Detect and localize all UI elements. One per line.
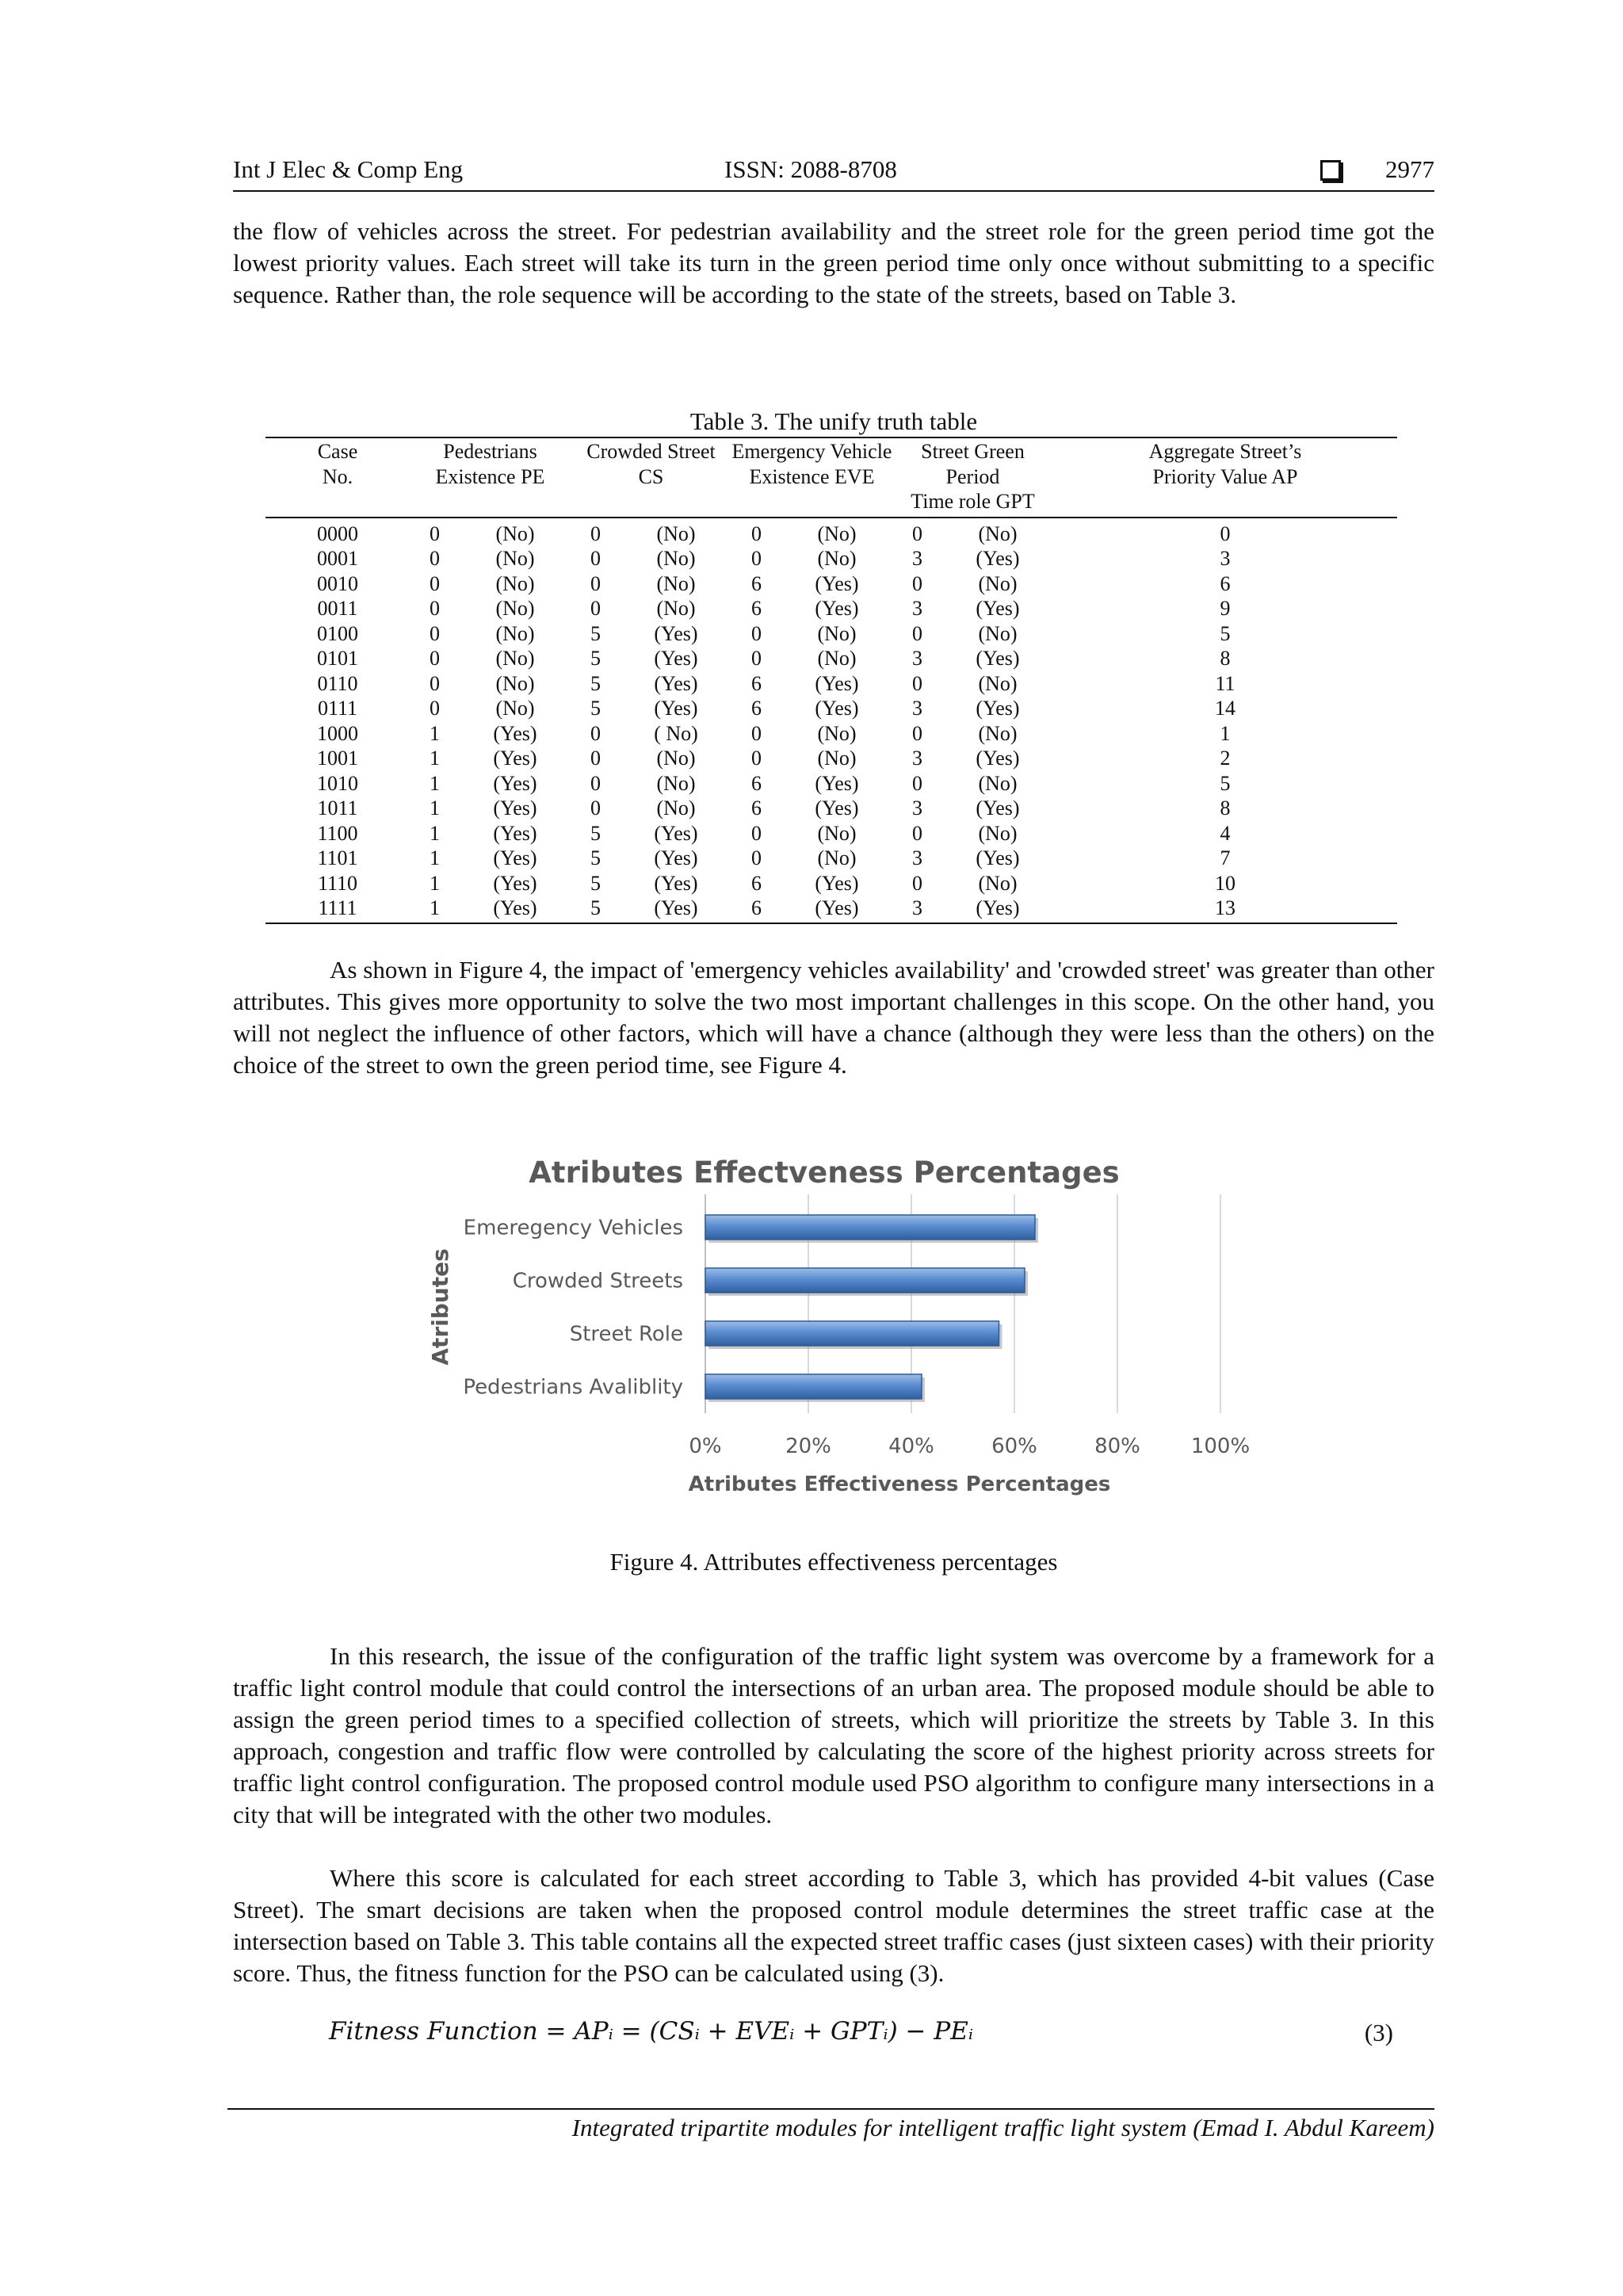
table-cell: (Yes) [815, 797, 859, 819]
table-cell: (No) [656, 747, 696, 770]
table-cell: (No) [817, 747, 857, 770]
table-cell: (Yes) [976, 846, 1020, 869]
table-cell: 8 [1220, 797, 1231, 819]
table-cell: (No) [656, 771, 696, 795]
table-cell: 3 [912, 547, 922, 570]
table-cell: 0 [751, 821, 762, 845]
table-row [265, 846, 1397, 871]
table-cell: (No) [978, 821, 1018, 845]
table-cell: 0000 [317, 521, 358, 545]
table-cell: 0 [590, 797, 601, 819]
table-caption: Table 3. The unify truth table [689, 407, 978, 435]
table-row [265, 771, 1397, 797]
table-cell: (Yes) [493, 871, 537, 895]
issn: ISSN: 2088-8708 [724, 155, 897, 183]
table-cell: (Yes) [493, 771, 537, 795]
equation-number: (3) [1364, 2019, 1393, 2046]
x-tick-label: 80% [1094, 1435, 1140, 1458]
table-cell: 1010 [317, 771, 358, 795]
table-cell: 0 [912, 821, 922, 845]
table-cell: (No) [978, 771, 1018, 795]
table-cell: 5 [590, 846, 601, 869]
table-cell: (Yes) [460, 896, 571, 923]
table-cell: 6 [751, 871, 762, 895]
table-cell: (No) [495, 597, 535, 620]
table-header-line-1: Street Green Period [921, 440, 1025, 488]
table-header-line-1: Pedestrians [443, 440, 537, 463]
table-row [265, 571, 1397, 597]
table-cell: (No) [817, 821, 857, 845]
table-cell: 0 [912, 571, 922, 595]
table-cell: (Yes) [654, 821, 698, 845]
table-cell: 1101 [317, 846, 358, 869]
table-row [265, 671, 1397, 697]
paragraph-2: As shown in Figure 4, the impact of 'emergency vehicles availability' and 'crowded street' was greater than other attributes. This gives more opportunity to solve the two most important challenges in this scope. On the other hand, you will not neglect the influence of other factors, which will have a chance (although they were less than the others) on the choice of the street to own the green period time, see Figure 4. [233, 956, 1434, 1079]
table-cell: (Yes) [815, 571, 859, 595]
table-cell: 6 [751, 671, 762, 695]
table-cell: 2 [1220, 747, 1231, 770]
table-row [265, 646, 1397, 671]
table-cell: (No) [656, 521, 696, 545]
table-cell: 13 [1053, 896, 1397, 923]
table-cell: 3 [1220, 547, 1231, 570]
table-cell: (No) [978, 871, 1018, 895]
table-cell: (No) [656, 571, 696, 595]
bar [705, 1321, 999, 1346]
paragraph-4: Where this score is calculated for each street according to Table 3, which has provided 4-bit values (Case Street). The smart decisions are taken when the proposed control module determines the street traffic case at the intersection based on Table 3. This table contains all the expected street traffic cases (just sixteen cases) with their priority score. Thus, the fitness function for the PSO can be calculated using (3). [233, 1864, 1434, 1987]
table-cell: 1 [430, 797, 440, 819]
table-cell: (No) [978, 621, 1018, 645]
square-bullet-icon [1320, 160, 1341, 181]
table-cell: (No) [978, 521, 1018, 545]
table-cell: ( No) [654, 721, 698, 745]
table-cell: 0 [430, 697, 440, 720]
table-cell: 1 [430, 747, 440, 770]
table-header-cell [731, 437, 892, 518]
table-cell: 0 [751, 621, 762, 645]
table-cell: (No) [495, 671, 535, 695]
table-row [265, 696, 1397, 721]
paragraph-3: In this research, the issue of the configuration of the traffic light system was overcome by a framework for a traffic light control module that could control the intersections of an urban area. The proposed module should be able to assign the green period times to a specified collection of streets, which will prioritize the streets by Table 3. In this approach, congestion and traffic flow were controlled by calculating the score of the highest priority across streets for traffic light control configuration. The proposed control module used PSO algorithm to configure many intersections in a city that will be integrated with the other two modules. [233, 1642, 1434, 1828]
table-cell: 11 [1215, 671, 1235, 695]
table-cell: (No) [978, 571, 1018, 595]
table-cell: 3 [912, 846, 922, 869]
table-cell: 9 [1220, 597, 1231, 620]
bar [705, 1215, 1035, 1240]
table-header-line-2: CS [638, 464, 664, 488]
table-row [265, 721, 1397, 747]
table-cell: (No) [495, 547, 535, 570]
table-header-cell [571, 437, 731, 518]
category-label: Crowded Streets [512, 1269, 683, 1293]
table-cell: 6 [751, 797, 762, 819]
chart-plot [412, 1141, 1284, 1506]
table-cell: (Yes) [493, 846, 537, 869]
table-cell: 3 [912, 597, 922, 620]
running-header [233, 155, 1434, 192]
y-axis-title: Atributes [427, 1248, 453, 1366]
table-row [265, 621, 1397, 647]
table-cell: 0 [751, 547, 762, 570]
table-cell: 0 [912, 671, 922, 695]
table-cell: (No) [817, 721, 857, 745]
table-cell: 3 [912, 697, 922, 720]
table-row [265, 796, 1397, 821]
table-cell: (Yes) [976, 647, 1020, 670]
table-cell: 0 [430, 647, 440, 670]
table-header-cell [410, 437, 571, 518]
table-cell: 0 [912, 521, 922, 545]
table-cell: (No) [817, 846, 857, 869]
table-cell: (Yes) [976, 597, 1020, 620]
table-cell: (Yes) [815, 671, 859, 695]
table-cell: 1 [410, 896, 460, 923]
table-cell: 0 [590, 747, 601, 770]
table-cell: (Yes) [654, 697, 698, 720]
table-cell: (No) [817, 547, 857, 570]
chart-title: Atributes Effectveness Percentages [529, 1156, 1120, 1190]
table-cell: (No) [495, 697, 535, 720]
table-cell: 7 [1220, 846, 1231, 869]
table-cell: 0 [751, 846, 762, 869]
table-row [265, 596, 1397, 621]
x-tick-label: 60% [991, 1435, 1037, 1458]
table-row [265, 746, 1397, 771]
table-header-line-2: Existence PE [435, 464, 545, 488]
table-cell: 3 [912, 797, 922, 819]
table-cell: (Yes) [815, 597, 859, 620]
table-cell: 0 [912, 871, 922, 895]
table-cell: 0 [590, 521, 601, 545]
table-cell: 0110 [317, 671, 358, 695]
fitness-equation: Fitness Function = APᵢ = (CSᵢ + EVEᵢ + GPTᵢ) − PEᵢ [329, 2017, 974, 2046]
table-cell: 1001 [317, 747, 358, 770]
table-cell: 0 [430, 621, 440, 645]
table-cell: 0 [590, 547, 601, 570]
table-header-cell [1053, 437, 1397, 518]
table-cell: (No) [817, 521, 857, 545]
table-cell: 0010 [317, 571, 358, 595]
table-cell: 1 [430, 871, 440, 895]
bar [705, 1268, 1025, 1293]
table-header-cell [265, 437, 410, 518]
table-cell: 0100 [317, 621, 358, 645]
truth-table [265, 437, 1397, 924]
table-cell: 5 [1220, 621, 1231, 645]
table-cell: 8 [1220, 647, 1231, 670]
table-cell: 5 [590, 871, 601, 895]
table-cell: 0 [912, 771, 922, 795]
table-cell: 0001 [317, 547, 358, 570]
table-cell: (No) [656, 547, 696, 570]
table-cell: 5 [1220, 771, 1231, 795]
table-cell: 5 [590, 647, 601, 670]
table-cell: 6 [751, 771, 762, 795]
table-cell: (Yes) [654, 647, 698, 670]
table-row [265, 546, 1397, 571]
table-cell: 5 [590, 697, 601, 720]
table-cell: 1100 [317, 821, 358, 845]
table-cell: (Yes) [654, 671, 698, 695]
paragraph-1: the flow of vehicles across the street. For pedestrian availability and the street role for the green period time got the lowest priority values. Each street will take its turn in the green period time only once without submitting to a specific sequence. Rather than, the role sequence will be according to the state of the streets, based on Table 3. [233, 217, 1434, 308]
table-header-line-2: Existence EVE [749, 464, 875, 488]
table-cell: 5 [571, 896, 621, 923]
table-cell: 3 [912, 647, 922, 670]
x-tick-label: 20% [785, 1435, 831, 1458]
table-header-line-2: Time role GPT [911, 490, 1035, 513]
table-cell: (No) [495, 621, 535, 645]
table-cell: (Yes) [621, 896, 731, 923]
table-cell: 0 [751, 747, 762, 770]
table-cell: 0011 [317, 597, 358, 620]
table-cell: 6 [1220, 571, 1231, 595]
table-cell: 0 [590, 571, 601, 595]
page-number: 2977 [1385, 155, 1434, 183]
table-header-line-2: No. [322, 464, 353, 488]
table-cell: 1 [430, 721, 440, 745]
table-cell: 0 [430, 521, 440, 545]
table-cell: (Yes) [493, 721, 537, 745]
table-cell: 0101 [317, 647, 358, 670]
chart [412, 1141, 1284, 1506]
bar [705, 1374, 922, 1399]
table-cell: (Yes) [493, 747, 537, 770]
table-cell: 5 [590, 621, 601, 645]
x-axis-title: Atributes Effectiveness Percentages [688, 1473, 1111, 1496]
table-cell: (No) [495, 647, 535, 670]
table-cell: (Yes) [493, 821, 537, 845]
table-cell: (Yes) [654, 621, 698, 645]
table-cell: (Yes) [815, 697, 859, 720]
table-cell: 0 [590, 771, 601, 795]
table-cell: 1 [430, 771, 440, 795]
table-header-line-1: Crowded Street [586, 440, 716, 463]
table-cell: 0 [590, 721, 601, 745]
table-cell: (Yes) [976, 547, 1020, 570]
footer-rule [227, 2108, 1434, 2110]
table-row [265, 518, 1397, 547]
table-cell: 4 [1220, 821, 1231, 845]
x-tick-label: 40% [888, 1435, 934, 1458]
table-cell: 0111 [317, 697, 358, 720]
table-header-line-1: Case [317, 440, 358, 463]
table-cell: 0 [912, 721, 922, 745]
category-label: Emeregency Vehicles [463, 1216, 683, 1240]
table-cell: 1111 [265, 896, 410, 923]
category-label: Pedestrians Avaliblity [463, 1375, 683, 1400]
table-header-line-2: Priority Value AP [1152, 464, 1298, 488]
table-row [265, 821, 1397, 846]
table-cell: 0 [590, 597, 601, 620]
table-cell: 0 [1220, 521, 1231, 545]
table-cell: 0 [430, 597, 440, 620]
table-cell: (Yes) [976, 697, 1020, 720]
table-cell: (Yes) [815, 871, 859, 895]
table-cell: 1110 [317, 871, 358, 895]
table-cell: (Yes) [493, 797, 537, 819]
table-cell: 3 [912, 747, 922, 770]
table-cell: 0 [430, 571, 440, 595]
table-cell: 3 [892, 896, 942, 923]
table-cell: 6 [751, 597, 762, 620]
journal-name: Int J Elec & Comp Eng [233, 155, 464, 183]
table-cell: (Yes) [654, 871, 698, 895]
table-cell: (No) [656, 597, 696, 620]
table-header-line-1: Emergency Vehicle [731, 440, 892, 463]
table-row [265, 871, 1397, 896]
table-cell: 0 [430, 671, 440, 695]
table-cell: (No) [495, 571, 535, 595]
table-cell: (Yes) [976, 797, 1020, 819]
category-label: Street Role [569, 1322, 683, 1347]
table-cell: 6 [751, 697, 762, 720]
table-cell: 0 [751, 647, 762, 670]
table-cell: (No) [817, 621, 857, 645]
table-cell: 0 [751, 721, 762, 745]
table-cell: 14 [1215, 697, 1235, 720]
x-tick-label: 0% [689, 1435, 722, 1458]
table-cell: 10 [1215, 871, 1235, 895]
table-cell: (Yes) [942, 896, 1053, 923]
table-cell: (No) [656, 797, 696, 819]
table-cell: 0 [430, 547, 440, 570]
table-cell: (Yes) [781, 896, 892, 923]
running-footer: Integrated tripartite modules for intelligent traffic light system (Emad I. Abdul Kareem) [571, 2114, 1434, 2141]
table-row [265, 896, 1397, 923]
table-cell: 1 [430, 821, 440, 845]
table-cell: (No) [495, 521, 535, 545]
table-cell: (Yes) [976, 747, 1020, 770]
table-cell: (No) [978, 721, 1018, 745]
table-cell: (No) [978, 671, 1018, 695]
table-cell: 1000 [317, 721, 358, 745]
table-cell: 0 [751, 521, 762, 545]
table-cell: 1 [1220, 721, 1231, 745]
table-cell: 1011 [317, 797, 358, 819]
table-cell: 0 [912, 621, 922, 645]
figure-caption: Figure 4. Attributes effectiveness percentages [609, 1548, 1058, 1576]
table-cell: 1 [430, 846, 440, 869]
table-cell: (Yes) [815, 771, 859, 795]
table-cell: (No) [817, 647, 857, 670]
table-header-line-1: Aggregate Street’s [1148, 440, 1302, 463]
table-cell: 5 [590, 671, 601, 695]
table-cell: (Yes) [654, 846, 698, 869]
table-cell: 6 [751, 571, 762, 595]
x-tick-label: 100% [1190, 1435, 1251, 1458]
table-cell: 5 [590, 821, 601, 845]
table-header-cell [892, 437, 1053, 518]
table-cell: 6 [731, 896, 781, 923]
